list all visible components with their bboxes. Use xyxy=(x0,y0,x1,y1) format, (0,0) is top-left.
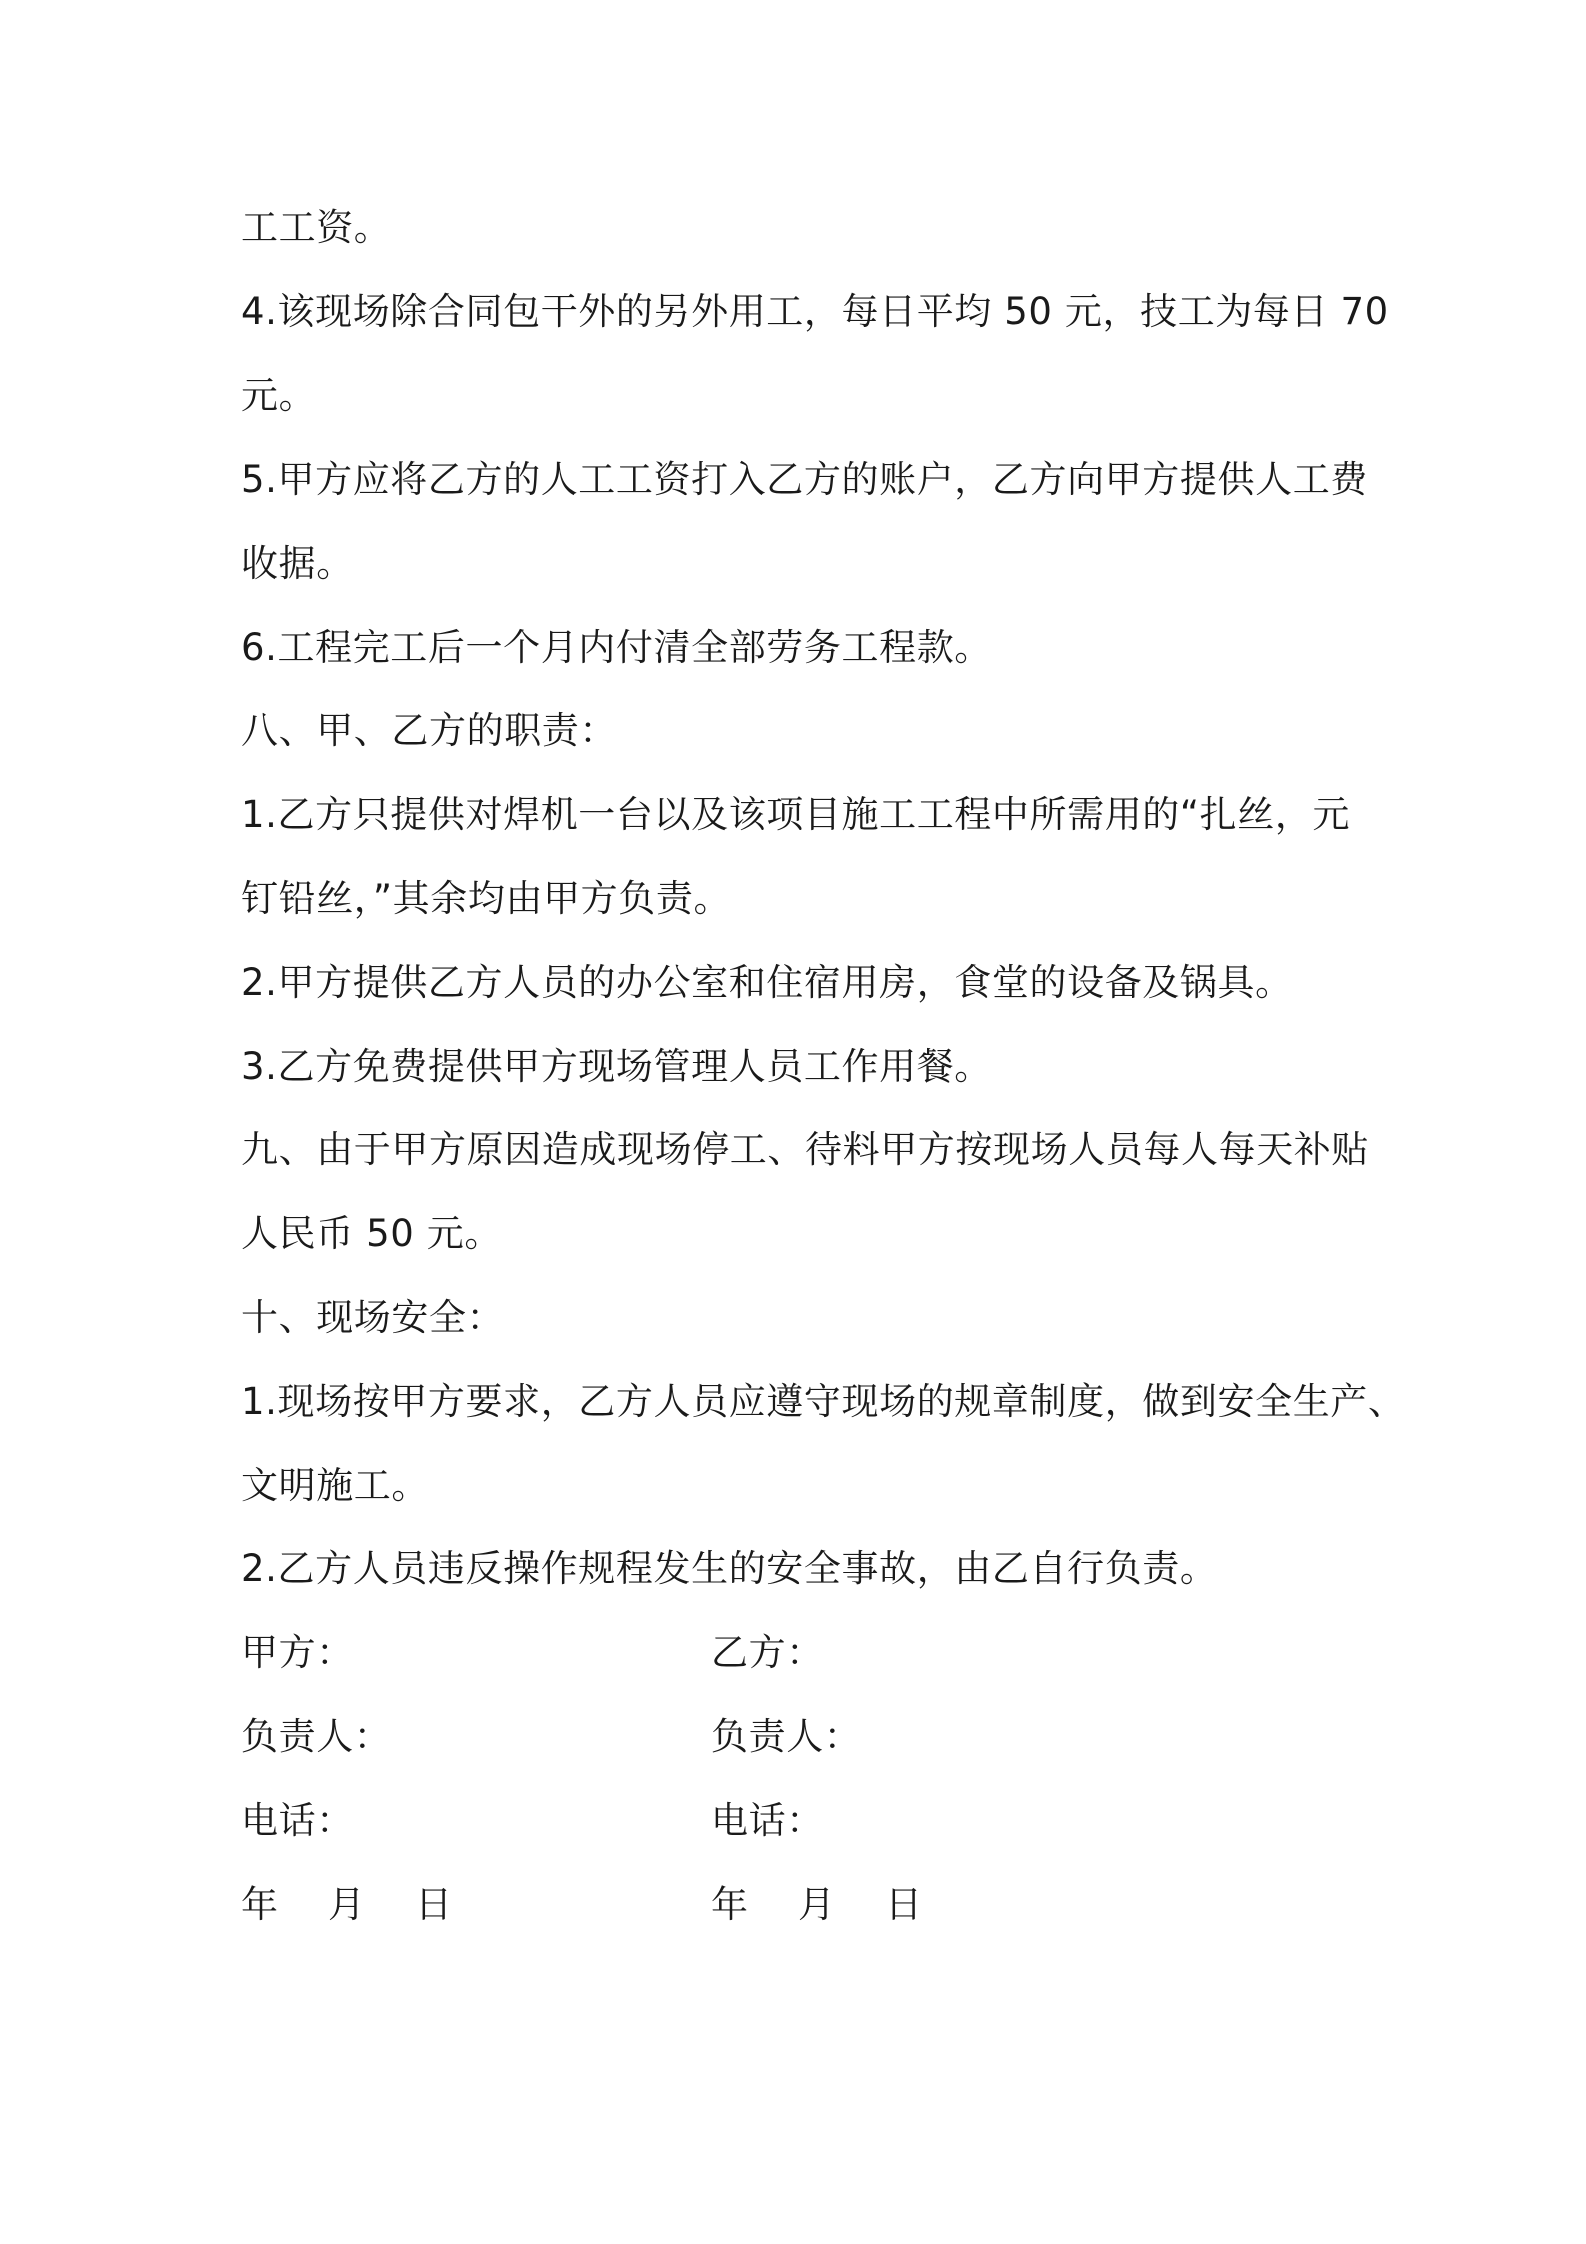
body-line: 6.工程完工后一个月内付清全部劳务工程款。 xyxy=(241,626,992,669)
party-b-label: 乙方： xyxy=(711,1631,824,1674)
body-line: 工工资。 xyxy=(241,206,392,249)
body-line: 5.甲方应将乙方的人工工资打入乙方的账户，乙方向甲方提供人工费 xyxy=(241,458,1368,501)
section-heading-safety: 十、现场安全： xyxy=(241,1296,505,1339)
body-line: 4.该现场除合同包干外的另外用工，每日平均 50 元，技工为每日 70 xyxy=(241,290,1389,333)
section-heading-stoppage: 九、由于甲方原因造成现场停工、待料甲方按现场人员每人每天补贴 xyxy=(241,1128,1369,1171)
party-b-date: 年 月 日 xyxy=(711,1883,923,1926)
body-line: 2.乙方人员违反操作规程发生的安全事故，由乙自行负责。 xyxy=(241,1547,1218,1590)
body-line: 2.甲方提供乙方人员的办公室和住宿用房，食堂的设备及锅具。 xyxy=(241,961,1293,1004)
party-a-phone: 电话： xyxy=(241,1799,354,1842)
party-b-phone: 电话： xyxy=(711,1799,824,1842)
body-line: 1.乙方只提供对焊机一台以及该项目施工工程中所需用的“扎丝，元 xyxy=(241,793,1351,836)
party-a-date: 年 月 日 xyxy=(241,1883,453,1926)
body-line: 3.乙方免费提供甲方现场管理人员工作用餐。 xyxy=(241,1045,992,1088)
body-line: 收据。 xyxy=(241,542,354,585)
party-a-label: 甲方： xyxy=(241,1631,354,1674)
body-line: 元。 xyxy=(241,374,317,417)
body-line: 人民币 50 元。 xyxy=(241,1212,503,1255)
body-line: 1.现场按甲方要求，乙方人员应遵守现场的规章制度，做到安全生产、 xyxy=(241,1380,1406,1423)
section-heading-duties: 八、甲、乙方的职责： xyxy=(241,709,617,752)
party-a-person-in-charge: 负责人： xyxy=(241,1715,392,1758)
body-line: 文明施工。 xyxy=(241,1464,429,1507)
body-line: 钉铅丝，”其余均由甲方负责。 xyxy=(241,877,732,920)
party-b-person-in-charge: 负责人： xyxy=(711,1715,862,1758)
